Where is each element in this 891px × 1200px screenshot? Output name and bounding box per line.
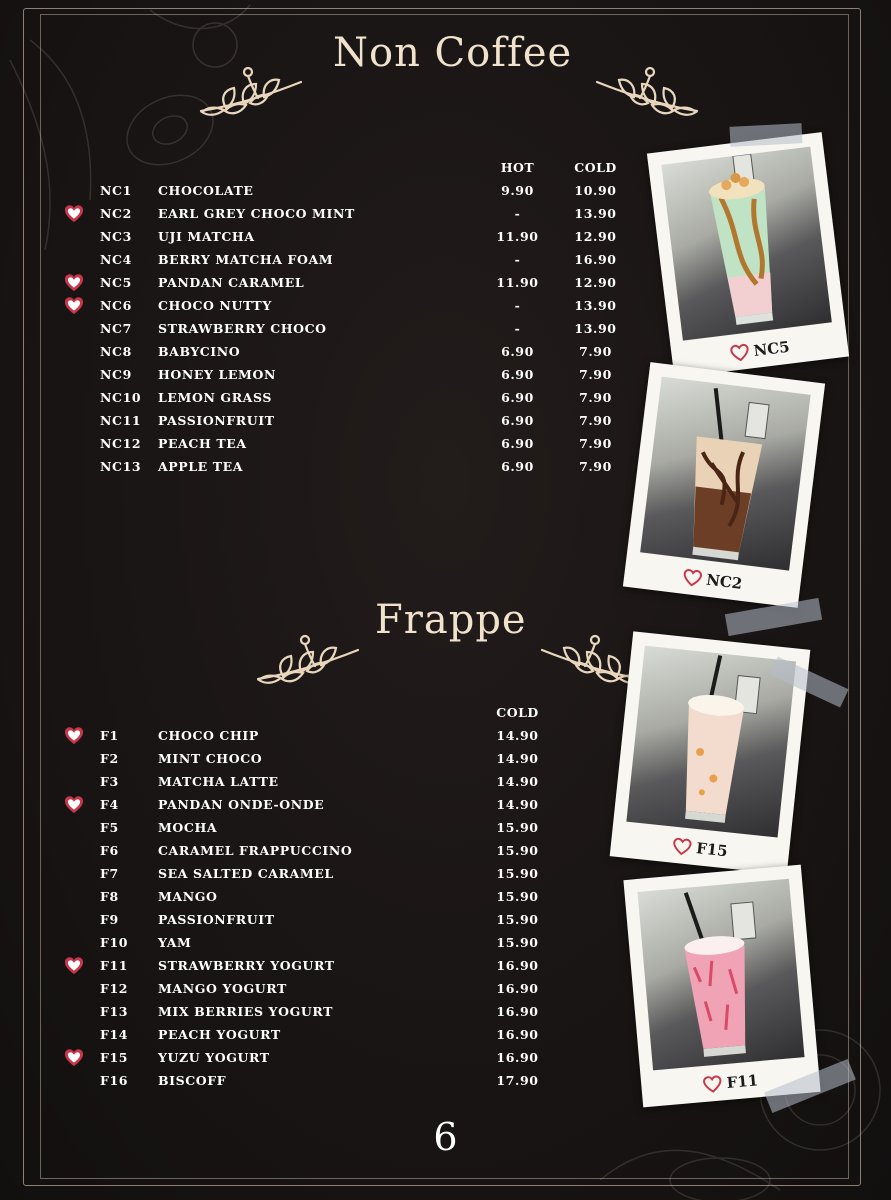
- item-name: MANGO: [158, 889, 218, 904]
- photo-card-f11: [623, 865, 820, 1108]
- item-hot-price: 6.90: [501, 390, 534, 405]
- item-cold-price: 16.90: [496, 1004, 539, 1019]
- item-code: F15: [100, 1050, 129, 1065]
- item-code: F10: [100, 935, 129, 950]
- menu-item-row: [0, 772, 640, 792]
- item-name: APPLE TEA: [158, 459, 244, 474]
- item-code: NC1: [100, 183, 132, 198]
- heart-icon: [702, 1074, 723, 1094]
- item-hot-price: -: [514, 321, 521, 336]
- item-cold-price: 16.90: [496, 981, 539, 996]
- item-cold-price: 16.90: [496, 958, 539, 973]
- item-name: CARAMEL FRAPPUCCINO: [158, 843, 353, 858]
- item-name: PEACH TEA: [158, 436, 247, 451]
- photo-card-nc5: [647, 132, 849, 378]
- item-cold-price: 15.90: [496, 889, 539, 904]
- item-cold-price: 12.90: [574, 275, 617, 290]
- favorite-heart-icon: [63, 956, 85, 975]
- item-name: MANGO YOGURT: [158, 981, 287, 996]
- item-cold-price: 14.90: [496, 728, 539, 743]
- item-code: NC8: [100, 344, 132, 359]
- drink-photo: [640, 377, 810, 571]
- menu-item-row: [0, 342, 640, 362]
- pandan-caramel-drink-image: [661, 147, 831, 341]
- item-cold-price: 15.90: [496, 912, 539, 927]
- item-cold-price: 14.90: [496, 797, 539, 812]
- item-name: CHOCO NUTTY: [158, 298, 272, 313]
- menu-item-row: [0, 864, 640, 884]
- menu-item-row: [0, 795, 640, 815]
- heart-icon: [671, 837, 693, 857]
- menu-item-row: [0, 411, 640, 431]
- item-code: F5: [100, 820, 119, 835]
- item-cold-price: 7.90: [579, 367, 612, 382]
- item-name: MOCHA: [158, 820, 218, 835]
- non-coffee-title: Non Coffee: [333, 30, 573, 76]
- item-cold-price: 16.90: [496, 1050, 539, 1065]
- menu-item-row: [0, 250, 640, 270]
- menu-item-row: [0, 910, 640, 930]
- item-code: F6: [100, 843, 119, 858]
- item-code: F9: [100, 912, 119, 927]
- item-code: NC12: [100, 436, 142, 451]
- item-name: PASSIONFRUIT: [158, 413, 275, 428]
- item-cold-price: 15.90: [496, 843, 539, 858]
- item-name: BERRY MATCHA FOAM: [158, 252, 334, 267]
- item-cold-price: 15.90: [496, 866, 539, 881]
- photo-caption: F15: [611, 830, 790, 867]
- item-cold-price: 16.90: [496, 1027, 539, 1042]
- item-cold-price: 10.90: [574, 183, 617, 198]
- item-code: F14: [100, 1027, 129, 1042]
- item-cold-price: 16.90: [574, 252, 617, 267]
- item-code: NC7: [100, 321, 132, 336]
- item-name: PANDAN CARAMEL: [158, 275, 305, 290]
- page-number: 6: [433, 1115, 458, 1159]
- item-cold-price: 7.90: [579, 436, 612, 451]
- item-name: HONEY LEMON: [158, 367, 276, 382]
- drink-photo: [661, 147, 831, 341]
- drink-photo: [637, 879, 804, 1071]
- item-hot-price: 6.90: [501, 367, 534, 382]
- menu-item-row: [0, 841, 640, 861]
- photo-card-nc2: [623, 362, 825, 608]
- item-name: PASSIONFRUIT: [158, 912, 275, 927]
- item-name: MATCHA LATTE: [158, 774, 279, 789]
- item-code: F1: [100, 728, 119, 743]
- favorite-heart-icon: [63, 296, 85, 315]
- menu-item-row: [0, 319, 640, 339]
- item-hot-price: 6.90: [501, 344, 534, 359]
- item-hot-price: -: [514, 252, 521, 267]
- item-cold-price: 7.90: [579, 390, 612, 405]
- menu-item-row: [0, 227, 640, 247]
- item-name: LEMON GRASS: [158, 390, 272, 405]
- non-coffee-cold-header: COLD: [574, 160, 617, 175]
- leaf-sprig-right-icon: [592, 64, 702, 122]
- item-name: MIX BERRIES YOGURT: [158, 1004, 334, 1019]
- tape-strip: [730, 123, 803, 147]
- item-code: F16: [100, 1073, 129, 1088]
- item-cold-price: 13.90: [574, 206, 617, 221]
- frappe-cold-header: COLD: [496, 705, 539, 720]
- menu-item-row: [0, 1071, 640, 1091]
- menu-item-row: [0, 749, 640, 769]
- menu-item-row: [0, 933, 640, 953]
- frappe-title: Frappe: [375, 597, 527, 643]
- menu-item-row: [0, 818, 640, 838]
- item-hot-price: 9.90: [501, 183, 534, 198]
- item-hot-price: 11.90: [496, 229, 539, 244]
- item-code: F7: [100, 866, 119, 881]
- item-name: YUZU YOGURT: [158, 1050, 270, 1065]
- item-hot-price: -: [514, 206, 521, 221]
- item-cold-price: 17.90: [496, 1073, 539, 1088]
- menu-item-row: [0, 956, 640, 976]
- photo-caption: F11: [641, 1066, 820, 1099]
- menu-item-row: [0, 296, 640, 316]
- item-cold-price: 12.90: [574, 229, 617, 244]
- menu-item-row: [0, 388, 640, 408]
- item-hot-price: 6.90: [501, 459, 534, 474]
- item-code: NC10: [100, 390, 142, 405]
- item-code: F2: [100, 751, 119, 766]
- item-code: NC2: [100, 206, 132, 221]
- menu-item-row: [0, 457, 640, 477]
- item-name: PANDAN ONDE-ONDE: [158, 797, 325, 812]
- menu-item-row: [0, 1048, 640, 1068]
- heart-icon: [681, 568, 703, 588]
- leaf-sprig-left-icon: [253, 632, 363, 690]
- item-code: F11: [100, 958, 129, 973]
- item-name: STRAWBERRY YOGURT: [158, 958, 335, 973]
- item-code: F12: [100, 981, 129, 996]
- menu-item-row: [0, 181, 640, 201]
- item-name: PEACH YOGURT: [158, 1027, 281, 1042]
- item-name: UJI MATCHA: [158, 229, 255, 244]
- menu-item-row: [0, 726, 640, 746]
- favorite-heart-icon: [63, 795, 85, 814]
- item-cold-price: 13.90: [574, 321, 617, 336]
- item-cold-price: 15.90: [496, 935, 539, 950]
- non-coffee-hot-header: HOT: [500, 160, 535, 175]
- item-hot-price: 11.90: [496, 275, 539, 290]
- menu-item-row: [0, 1025, 640, 1045]
- menu-item-row: [0, 273, 640, 293]
- item-name: STRAWBERRY CHOCO: [158, 321, 327, 336]
- menu-item-row: [0, 204, 640, 224]
- favorite-heart-icon: [63, 726, 85, 745]
- item-code: F3: [100, 774, 119, 789]
- item-code: NC4: [100, 252, 132, 267]
- item-cold-price: 14.90: [496, 774, 539, 789]
- item-code: F8: [100, 889, 119, 904]
- item-cold-price: 15.90: [496, 820, 539, 835]
- photo-caption: NC5: [671, 331, 848, 370]
- item-name: CHOCO CHIP: [158, 728, 259, 743]
- item-name: MINT CHOCO: [158, 751, 263, 766]
- item-code: NC13: [100, 459, 142, 474]
- menu-item-row: [0, 365, 640, 385]
- item-code: NC11: [100, 413, 142, 428]
- item-cold-price: 14.90: [496, 751, 539, 766]
- item-code: NC5: [100, 275, 132, 290]
- item-code: F13: [100, 1004, 129, 1019]
- item-code: NC9: [100, 367, 132, 382]
- item-code: F4: [100, 797, 119, 812]
- item-name: BISCOFF: [158, 1073, 227, 1088]
- item-hot-price: 6.90: [501, 436, 534, 451]
- leaf-sprig-left-icon: [196, 64, 306, 122]
- item-name: SEA SALTED CARAMEL: [158, 866, 334, 881]
- menu-item-row: [0, 1002, 640, 1022]
- favorite-heart-icon: [63, 1048, 85, 1067]
- menu-item-row: [0, 979, 640, 999]
- item-cold-price: 7.90: [579, 459, 612, 474]
- photo-caption: NC2: [624, 561, 801, 600]
- item-name: EARL GREY CHOCO MINT: [158, 206, 355, 221]
- heart-icon: [729, 343, 751, 363]
- item-hot-price: -: [514, 298, 521, 313]
- item-code: NC3: [100, 229, 132, 244]
- item-name: BABYCINO: [158, 344, 241, 359]
- favorite-heart-icon: [63, 204, 85, 223]
- item-cold-price: 7.90: [579, 344, 612, 359]
- item-name: YAM: [158, 935, 192, 950]
- menu-item-row: [0, 434, 640, 454]
- item-cold-price: 7.90: [579, 413, 612, 428]
- menu-item-row: [0, 887, 640, 907]
- strawberry-yogurt-drink-image: [637, 879, 804, 1071]
- item-code: NC6: [100, 298, 132, 313]
- item-hot-price: 6.90: [501, 413, 534, 428]
- item-cold-price: 13.90: [574, 298, 617, 313]
- favorite-heart-icon: [63, 273, 85, 292]
- earl-grey-choco-mint-drink-image: [640, 377, 810, 571]
- item-name: CHOCOLATE: [158, 183, 254, 198]
